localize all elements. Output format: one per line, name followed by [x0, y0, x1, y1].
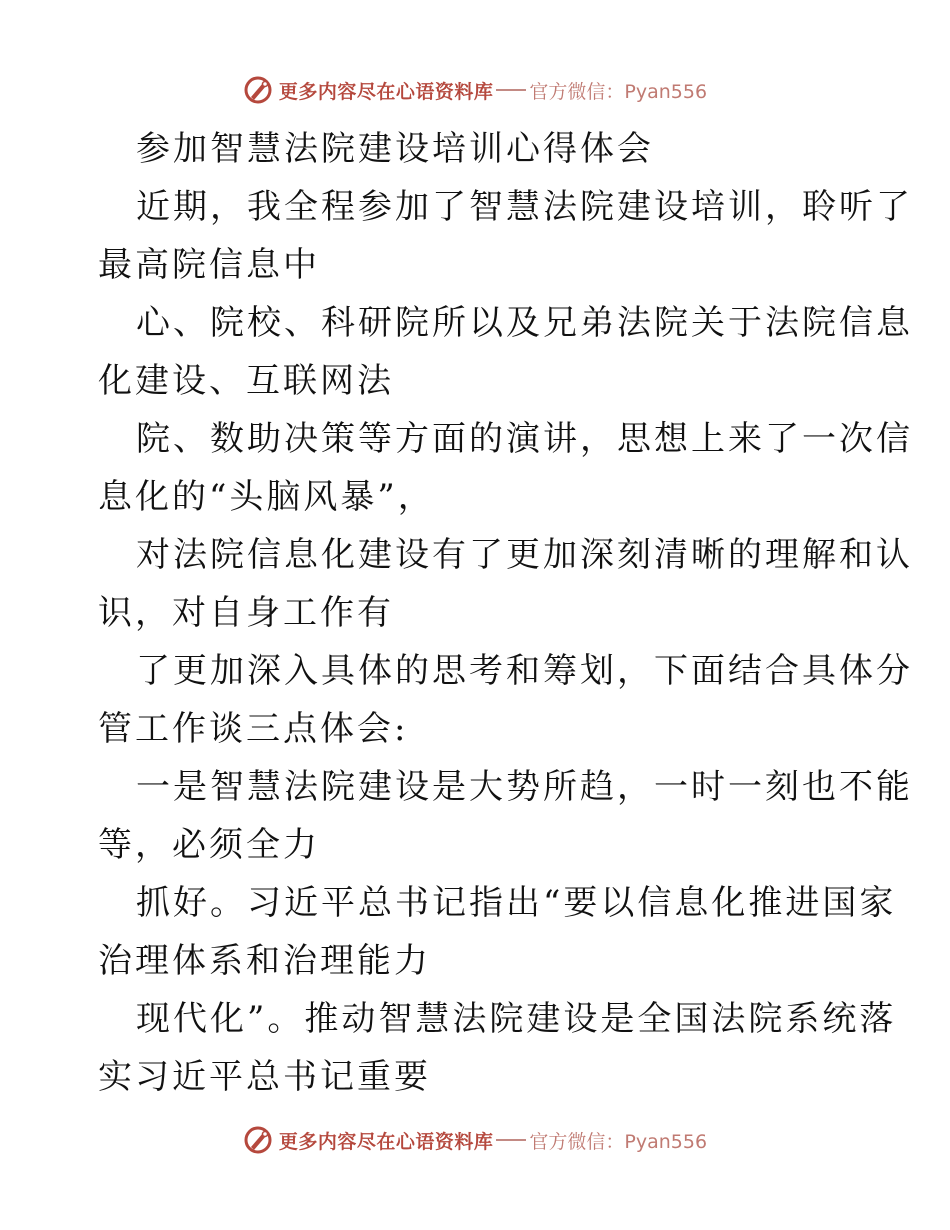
pen-logo-icon [243, 75, 273, 105]
paragraph-line: 管工作谈三点体会: [98, 709, 409, 749]
document-title: 参加智慧法院建设培训心得体会 [136, 129, 654, 169]
document-body [98, 120, 913, 1106]
paragraph-line: 了更加深入具体的思考和筹划，下面结合具体分 [136, 651, 913, 691]
paragraph-line: 治理体系和治理能力 [98, 941, 431, 981]
header-banner [0, 70, 950, 110]
banner-contact-text: 官方微信：Pyan556 [529, 80, 708, 103]
paragraph-line: 对法院信息化建设有了更加深刻清晰的理解和认 [136, 535, 913, 575]
pen-logo-icon [243, 1125, 273, 1155]
paragraph-line: 实习近平总书记重要 [98, 1057, 431, 1097]
paragraph-line: 抓好。习近平总书记指出“要以信息化推进国家 [136, 883, 897, 923]
paragraph-line: 心、院校、科研院所以及兄弟法院关于法院信息 [136, 303, 913, 343]
banner-contact-text: 官方微信：Pyan556 [529, 1130, 708, 1153]
paragraph-line: 最高院信息中 [98, 245, 320, 285]
banner-site-text: 更多内容尽在心语资料库 [278, 80, 494, 103]
paragraph-line: 息化的“头脑风暴”， [98, 477, 435, 517]
paragraph-line: 近期，我全程参加了智慧法院建设培训，聆听了 [136, 187, 913, 227]
paragraph-line: 识，对自身工作有 [98, 593, 394, 633]
paragraph-line: 现代化”。推动智慧法院建设是全国法院系统落 [136, 999, 897, 1039]
paragraph-line: 等，必须全力 [98, 825, 320, 865]
banner-separator [496, 1139, 526, 1141]
banner-site-text: 更多内容尽在心语资料库 [278, 1130, 494, 1153]
paragraph-line: 化建设、互联网法 [98, 361, 394, 401]
paragraph-line: 一是智慧法院建设是大势所趋，一时一刻也不能 [136, 767, 913, 807]
footer-banner [0, 1120, 950, 1160]
banner-separator [496, 89, 526, 91]
paragraph-line: 院、数助决策等方面的演讲，思想上来了一次信 [136, 419, 913, 459]
